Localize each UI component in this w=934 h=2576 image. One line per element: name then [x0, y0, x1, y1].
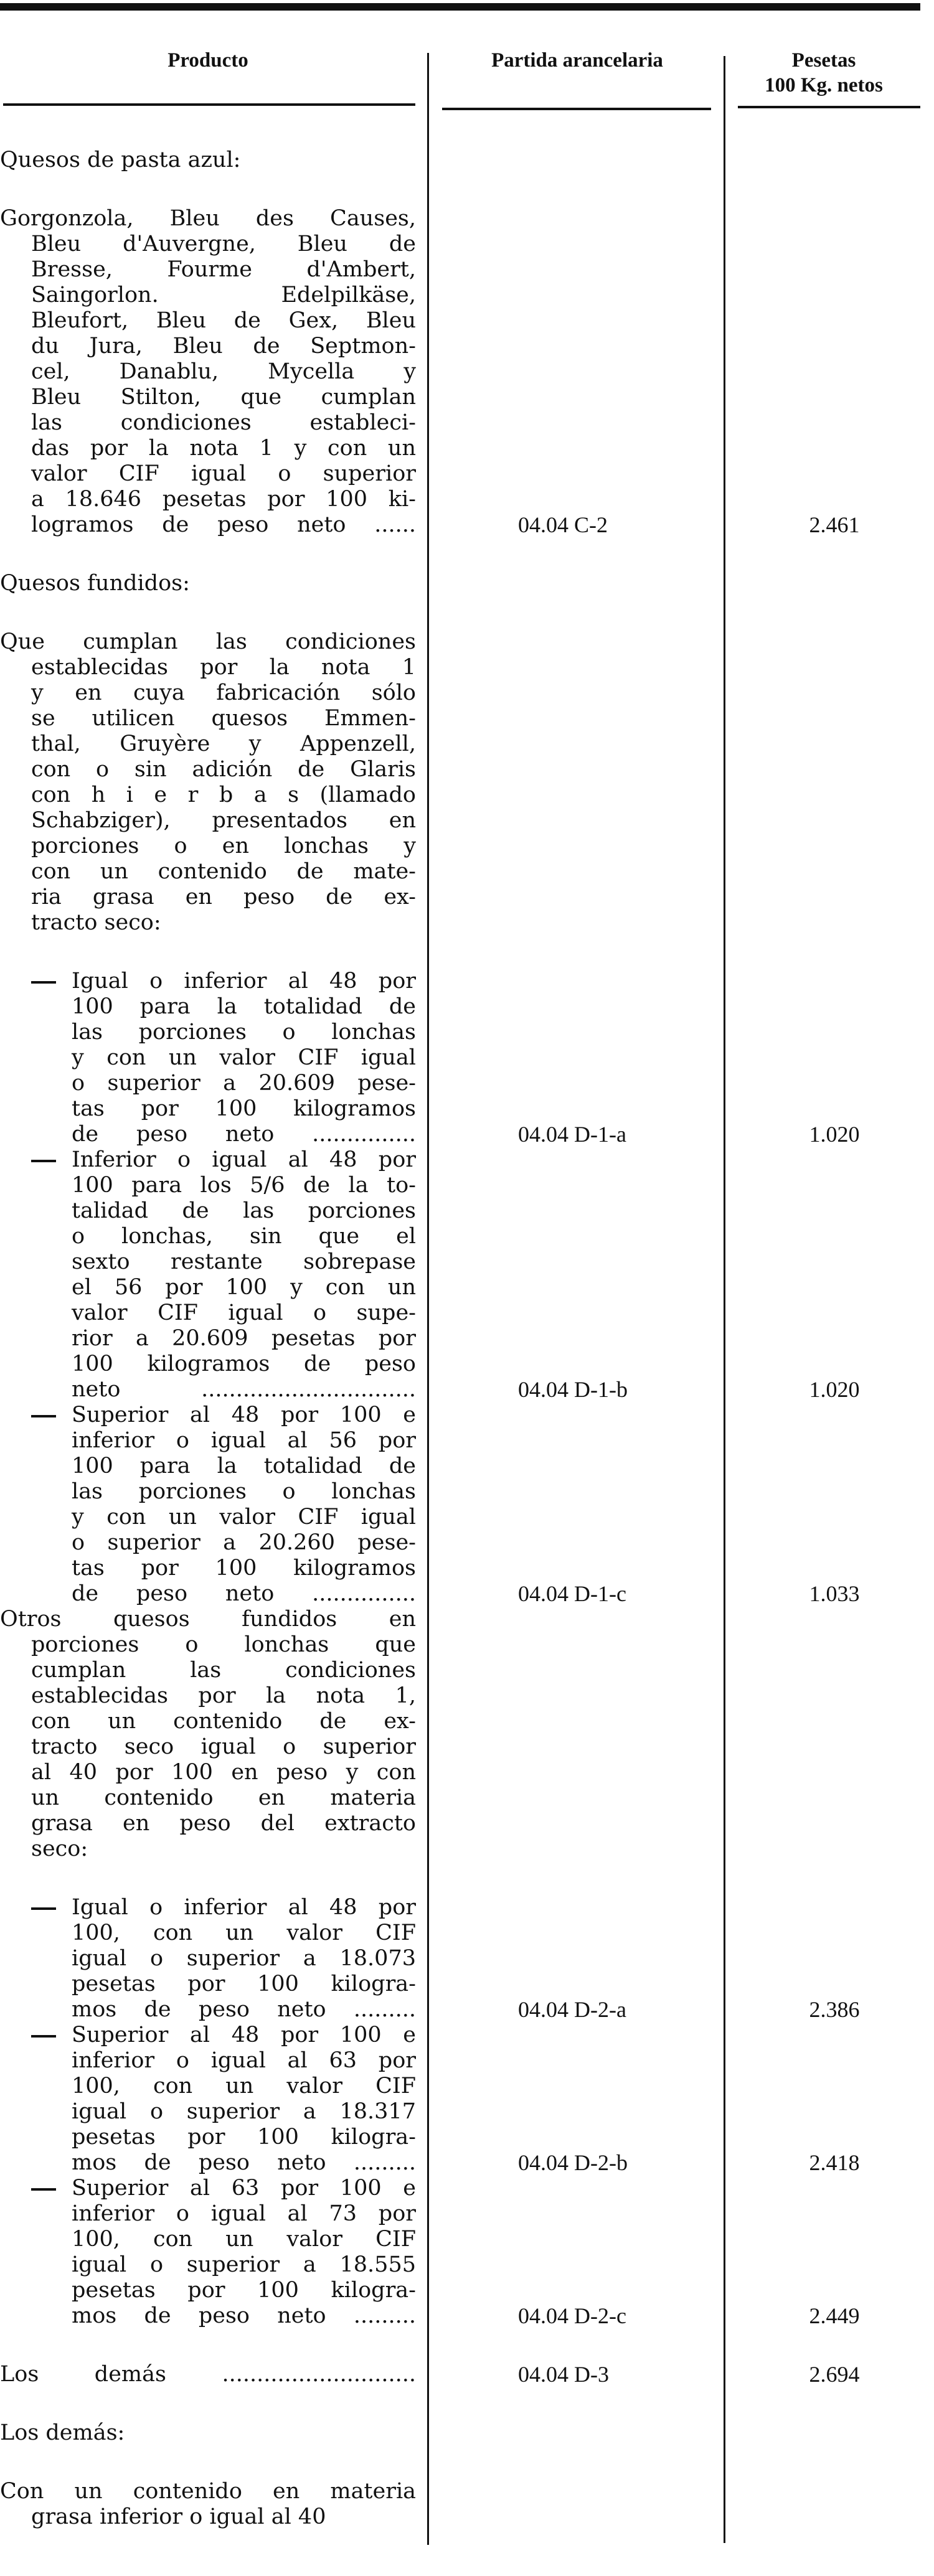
product-text-line: tas por 100 kilogramos — [72, 1556, 416, 1581]
product-description — [0, 1147, 416, 1403]
table-row — [0, 2479, 934, 2530]
product-text-line: Los demás: — [0, 2420, 125, 2445]
table-row — [0, 148, 934, 173]
product-text-line: 100, con un valor CIF — [72, 2227, 416, 2252]
product-description — [0, 571, 416, 596]
product-text-line: y en cuya fabricación sólo — [31, 680, 416, 705]
product-text-line: Con un contenido en materia — [0, 2479, 416, 2504]
table-row — [0, 629, 934, 936]
product-text-line: mos de peso neto ......... — [72, 2150, 416, 2175]
product-description — [0, 206, 416, 538]
product-text-line: las porciones o lonchas — [72, 1020, 416, 1045]
pesetas-value: 1.020 — [809, 1377, 860, 1402]
product-text-line: 100 para los 5/6 de la to- — [72, 1173, 416, 1198]
product-text-line: Otros quesos fundidos en — [0, 1607, 416, 1632]
product-text-line: y con un valor CIF igual — [72, 1505, 416, 1530]
table-row — [0, 206, 934, 538]
product-text-line: el 56 por 100 y con un — [72, 1275, 416, 1300]
product-text-line: mos de peso neto ......... — [72, 2303, 416, 2328]
product-text-line: a 18.646 pesetas por 100 ki- — [31, 487, 416, 512]
product-description — [0, 148, 416, 173]
product-text-line: o lonchas, sin que el — [72, 1224, 416, 1249]
product-text-line: con un contenido de ex- — [31, 1709, 416, 1734]
product-description — [0, 2176, 416, 2329]
product-text-line: o superior a 20.260 pese- — [72, 1530, 416, 1555]
product-description — [0, 2023, 416, 2176]
product-text-line: las condiciones estableci- — [31, 410, 416, 435]
product-text-line: Bleu Stilton, que cumplan — [31, 385, 416, 410]
product-text-line: Bresse, Fourme d'Ambert, — [31, 257, 416, 282]
product-text-line: thal, Gruyère y Appenzell, — [31, 731, 416, 756]
product-text-line: Superior al 63 por 100 e — [72, 2176, 416, 2201]
table-row — [0, 2176, 934, 2329]
product-text-line: talidad de las porciones — [72, 1198, 416, 1223]
product-text-line: inferior o igual al 63 por — [72, 2048, 416, 2073]
product-text-line: du Jura, Bleu de Septmon- — [31, 334, 416, 359]
header-partida-arancelaria: Partida arancelaria — [491, 49, 663, 72]
product-description — [0, 1895, 416, 2023]
product-text-line: Schabziger), presentados en — [31, 808, 416, 833]
table-row — [0, 1895, 934, 2023]
header-pesetas — [726, 48, 922, 98]
product-text-line: grasa inferior o igual al 40 — [31, 2504, 326, 2529]
partida-arancelaria-value: 04.04 D-1-a — [518, 1122, 626, 1147]
product-description — [0, 2420, 416, 2446]
product-text-line: Superior al 48 por 100 e — [72, 1403, 416, 1427]
product-text-line: igual o superior a 18.073 — [72, 1946, 416, 1971]
partida-arancelaria-value: 04.04 D-1-b — [518, 1377, 628, 1402]
product-text-line: Igual o inferior al 48 por — [72, 1895, 416, 1920]
pesetas-value: 2.694 — [809, 2362, 860, 2387]
product-text-line: pesetas por 100 kilogra- — [72, 2125, 416, 2150]
product-text-line: 100, con un valor CIF — [72, 2074, 416, 2099]
product-text-line: las porciones o lonchas — [72, 1479, 416, 1504]
product-text-line: 100 kilogramos de peso — [72, 1351, 416, 1376]
dash-bullet — [31, 1415, 56, 1417]
product-text-line: Quesos fundidos: — [0, 571, 190, 596]
pesetas-value: 2.449 — [809, 2303, 860, 2328]
table-row — [0, 969, 934, 1147]
pesetas-value: 1.033 — [809, 1581, 860, 1606]
product-text-line: porciones o en lonchas y — [31, 834, 416, 858]
table-row — [0, 2023, 934, 2176]
product-description — [0, 2479, 416, 2530]
product-text-line: cumplan las condiciones — [31, 1658, 416, 1683]
product-text-line: grasa en peso del extracto — [31, 1811, 416, 1836]
product-text-line: de peso neto ............... — [72, 1122, 416, 1147]
product-text-line: un contenido en materia — [31, 1785, 416, 1810]
product-text-line: establecidas por la nota 1, — [31, 1683, 416, 1708]
product-text-line: Igual o inferior al 48 por — [72, 969, 416, 994]
pesetas-value: 1.020 — [809, 1122, 860, 1147]
dash-bullet — [31, 981, 56, 984]
product-text-line: y con un valor CIF igual — [72, 1045, 416, 1070]
product-text-line: con o sin adición de Glaris — [31, 757, 416, 782]
tariff-table-body — [0, 148, 934, 2530]
product-text-line: Superior al 48 por 100 e — [72, 2023, 416, 2047]
table-row — [0, 2420, 934, 2446]
product-text-line: tracto seco: — [31, 910, 161, 935]
product-text-line: Bleufort, Bleu de Gex, Bleu — [31, 308, 416, 333]
pesetas-value: 2.418 — [809, 2150, 860, 2175]
dash-bullet — [31, 1160, 56, 1162]
product-text-line: con un contenido de mate- — [31, 859, 416, 884]
dash-bullet — [31, 2035, 56, 2038]
product-text-line: ria grasa en peso de ex- — [31, 885, 416, 910]
product-text-line: con h i e r b a s (llamado — [31, 783, 416, 807]
partida-arancelaria-value: 04.04 D-3 — [518, 2362, 609, 2387]
table-row — [0, 1147, 934, 1403]
product-text-line: establecidas por la nota 1 — [31, 655, 416, 680]
partida-arancelaria-value: 04.04 D-1-c — [518, 1581, 626, 1606]
product-text-line: porciones o lonchas que — [31, 1632, 416, 1657]
header-pesetas-line2: 100 Kg. netos — [765, 74, 883, 96]
partida-arancelaria-value: 04.04 C-2 — [518, 512, 608, 537]
product-text-line: valor CIF igual o superior — [31, 461, 416, 486]
product-text-line: Quesos de pasta azul: — [0, 148, 241, 172]
product-text-line: igual o superior a 18.317 — [72, 2099, 416, 2124]
product-text-line: logramos de peso neto ...... — [31, 512, 416, 537]
product-description — [0, 1403, 416, 1607]
product-text-line: tracto seco igual o superior — [31, 1734, 416, 1759]
product-text-line: Bleu d'Auvergne, Bleu de — [31, 232, 416, 256]
product-text-line: das por la nota 1 y con un — [31, 436, 416, 461]
product-description — [0, 969, 416, 1147]
pesetas-value: 2.461 — [809, 512, 860, 537]
dash-bullet — [31, 2188, 56, 2191]
product-text-line: seco: — [31, 1836, 88, 1861]
product-text-line: sexto restante sobrepase — [72, 1249, 416, 1274]
table-row — [0, 1607, 934, 1862]
product-text-line: 100, con un valor CIF — [72, 1920, 416, 1945]
product-description — [0, 2362, 416, 2387]
product-text-line: 100 para la totalidad de — [72, 994, 416, 1019]
product-text-line: 100 para la totalidad de — [72, 1454, 416, 1478]
product-text-line: inferior o igual al 56 por — [72, 1428, 416, 1453]
product-text-line: se utilicen quesos Emmen- — [31, 706, 416, 731]
header-rule-partida — [442, 108, 711, 110]
product-text-line: o superior a 20.609 pese- — [72, 1071, 416, 1096]
product-text-line: igual o superior a 18.555 — [72, 2252, 416, 2277]
product-text-line: Gorgonzola, Bleu des Causes, — [0, 206, 416, 231]
product-text-line: al 40 por 100 en peso y con — [31, 1760, 416, 1785]
product-text-line: rior a 20.609 pesetas por — [72, 1326, 416, 1351]
product-text-line: cel, Danablu, Mycella y — [31, 359, 416, 384]
product-description — [0, 1607, 416, 1862]
product-text-line: pesetas por 100 kilogra- — [72, 2278, 416, 2303]
product-text-line: neto ............................... — [72, 1377, 416, 1402]
header-rule-producto — [3, 103, 415, 106]
product-text-line: valor CIF igual o supe- — [72, 1300, 416, 1325]
table-row — [0, 571, 934, 596]
product-text-line: Saingorlon. Edelpilkäse, — [31, 283, 416, 308]
partida-arancelaria-value: 04.04 D-2-b — [518, 2150, 628, 2175]
table-row — [0, 1403, 934, 1607]
header-rule-pesetas — [738, 106, 920, 108]
product-description — [0, 629, 416, 936]
header-pesetas-line1: Pesetas — [791, 49, 856, 72]
product-text-line: pesetas por 100 kilogra- — [72, 1972, 416, 1996]
product-text-line: Inferior o igual al 48 por — [72, 1147, 416, 1172]
product-text-line: tas por 100 kilogramos — [72, 1096, 416, 1121]
partida-arancelaria-value: 04.04 D-2-c — [518, 2303, 626, 2328]
product-text-line: mos de peso neto ......... — [72, 1997, 416, 2022]
table-row — [0, 2362, 934, 2387]
product-text-line: de peso neto ............... — [72, 1581, 416, 1606]
pesetas-value: 2.386 — [809, 1997, 860, 2022]
dash-bullet — [31, 1907, 56, 1910]
product-text-line: Que cumplan las condiciones — [0, 629, 416, 654]
partida-arancelaria-value: 04.04 D-2-a — [518, 1997, 626, 2022]
header-producto: Producto — [167, 49, 248, 72]
top-rule — [0, 3, 920, 11]
product-text-line: inferior o igual al 73 por — [72, 2201, 416, 2226]
product-text-line: Los demás ............................ — [0, 2362, 416, 2387]
